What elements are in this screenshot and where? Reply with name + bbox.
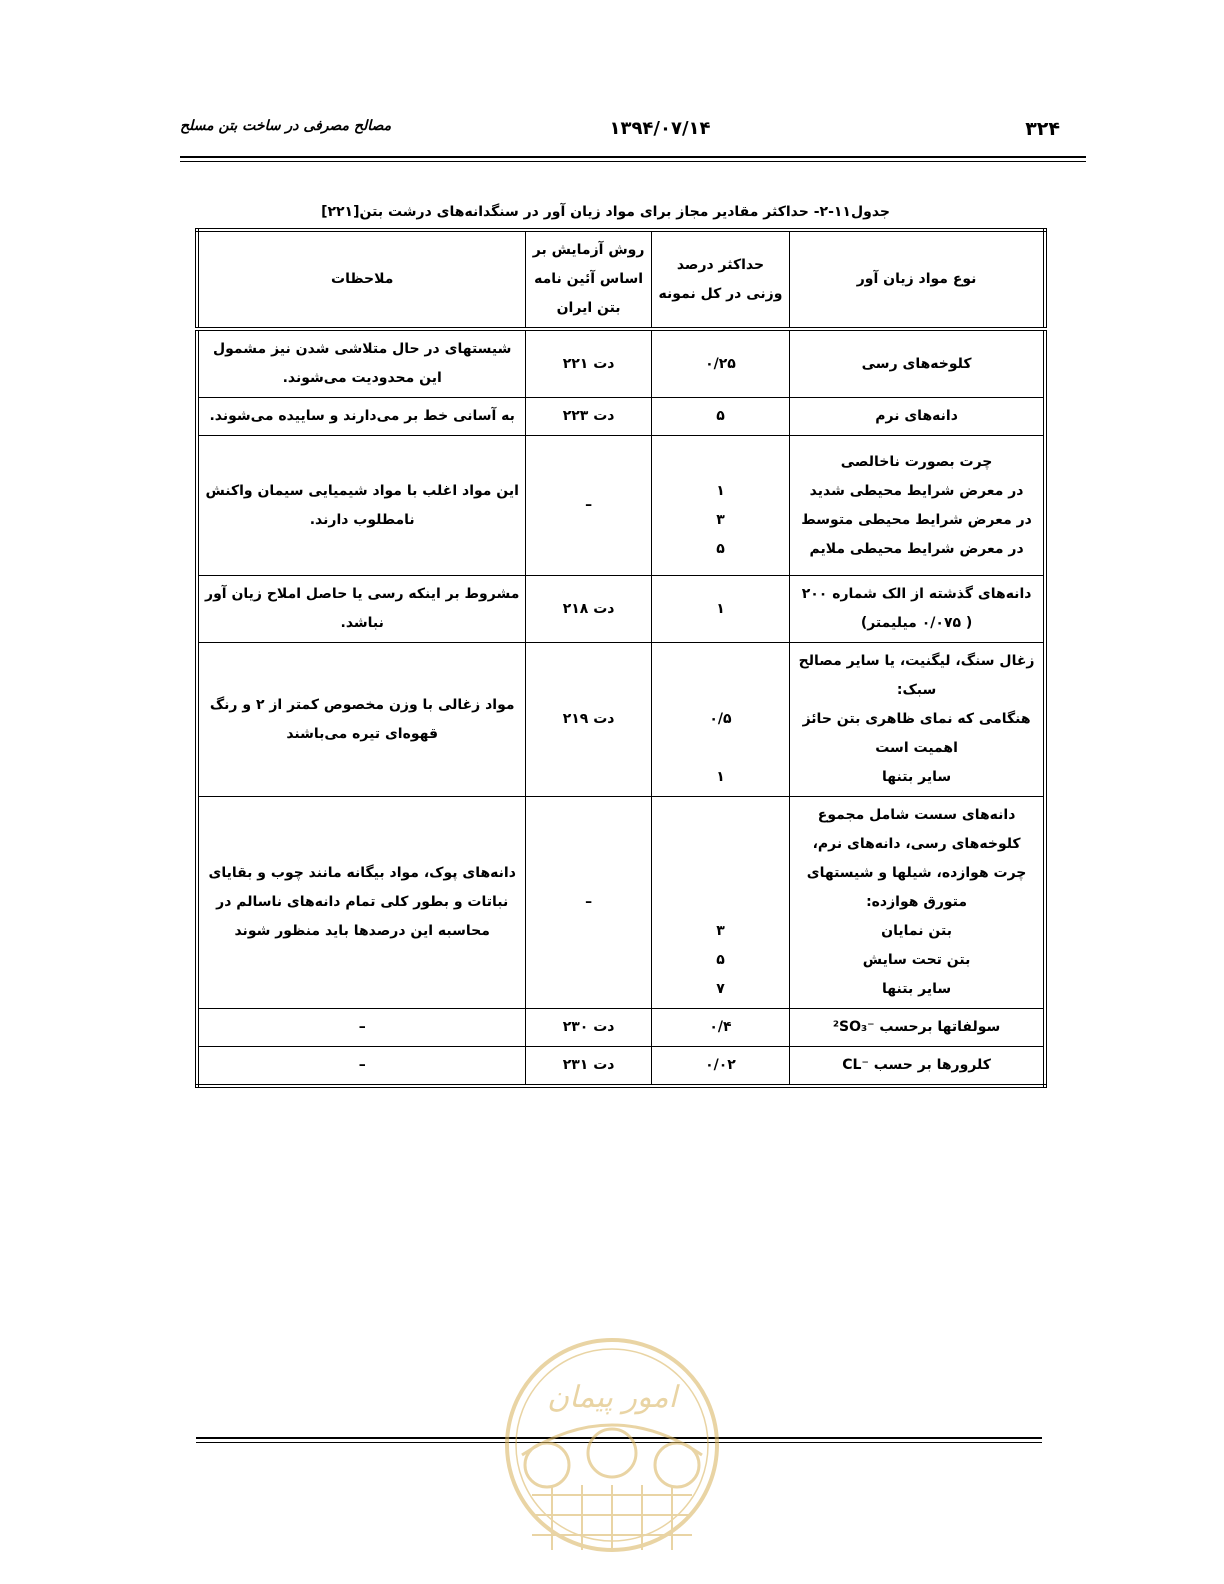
cell-max-percent-text <box>658 888 783 917</box>
cell-material-text: دانه‌های سست شامل مجموع <box>817 807 1016 823</box>
cell-material-text: دانه‌های نرم <box>875 408 958 424</box>
cell-max-percent-text: ۱ <box>716 600 725 617</box>
cell-max-percent-text <box>658 448 783 477</box>
cell-max-percent-text <box>658 647 783 676</box>
cell-test-method-text: دت ۲۲۱ <box>562 355 615 372</box>
table-row <box>197 398 1045 436</box>
cell-material-text: زغال سنگ، لیگنیت، یا سایر مصالح <box>798 653 1035 669</box>
cell-notes-text: نباتات و بطور کلی تمام دانه‌های ناسالم در <box>216 894 509 910</box>
cell-max-percent-text <box>658 801 783 830</box>
cell-material-text: در معرض شرایط محیطی ملایم <box>809 540 1024 557</box>
cell-test-method <box>526 1009 651 1047</box>
cell-material <box>790 398 1045 436</box>
watermark-text: امور پیمان <box>547 1380 677 1415</box>
cell-test-method-text: دت ۲۲۳ <box>562 408 615 424</box>
cell-max-percent-text: ۰/۴ <box>709 1019 732 1035</box>
cell-test-method <box>526 329 651 398</box>
cell-max-percent-text: ۵ <box>716 952 725 968</box>
table-caption: جدول۱۱-۲- حداکثر مقادیر مجاز برای مواد زیان آور در سنگدانه‌های درشت بتن[۲۲۱] <box>321 204 890 220</box>
cell-material <box>790 1009 1045 1047</box>
cell-material <box>790 576 1045 643</box>
table-row <box>197 1009 1045 1047</box>
cell-test-method <box>526 576 651 643</box>
table-row <box>197 576 1045 643</box>
cell-test-method-text: – <box>585 894 593 910</box>
cell-material-text: سایر بتنها <box>882 769 952 785</box>
cell-material-text: دانه‌های گذشته از الک شماره ۲۰۰ <box>801 586 1032 602</box>
page-number: ۳۲۴ <box>1025 118 1060 140</box>
cell-notes-text: – <box>358 1019 366 1035</box>
cell-max-percent-text: ۷ <box>716 981 725 997</box>
cell-max-percent-text: ۳ <box>716 511 725 528</box>
col-header-test <box>526 230 651 329</box>
cell-max-percent-text <box>658 859 783 888</box>
table-row <box>197 643 1045 797</box>
cell-notes <box>197 797 526 1009</box>
cell-notes <box>197 576 526 643</box>
cell-test-method <box>526 797 651 1009</box>
cell-material-text: متورق هوازده: <box>866 894 968 910</box>
cell-material-text: اهمیت است <box>875 740 958 756</box>
table-container <box>195 228 1047 1088</box>
table-row <box>197 329 1045 398</box>
cell-max-percent <box>651 576 789 643</box>
cell-material <box>790 643 1045 797</box>
cell-max-percent <box>651 797 789 1009</box>
cell-notes <box>197 1009 526 1047</box>
cell-test-method-text: دت ۲۱۸ <box>562 600 615 617</box>
cell-material-text: کلوخه‌های رسی <box>861 355 972 372</box>
cell-max-percent <box>651 643 789 797</box>
table-row <box>197 797 1045 1009</box>
col-header-text: نوع مواد زیان آور <box>856 271 977 287</box>
cell-notes-text: شیستهای در حال متلاشی شدن نیز مشمول <box>212 341 512 357</box>
cell-notes-text: این محدودیت می‌شوند. <box>282 370 442 386</box>
cell-max-percent-text: ۰/۵ <box>709 711 732 727</box>
cell-notes <box>197 329 526 398</box>
cell-notes <box>197 643 526 797</box>
cell-material-text: کلوخه‌های رسی، دانه‌های نرم، <box>812 836 1021 852</box>
cell-max-percent <box>651 398 789 436</box>
cell-max-percent-text: ۱ <box>716 769 725 785</box>
cell-test-method-text: دت ۲۳۱ <box>562 1057 615 1073</box>
cell-material-text: کلرورها بر حسب ⁻CL <box>842 1057 991 1073</box>
watermark-logo-icon <box>492 1335 732 1584</box>
cell-max-percent-text <box>658 676 783 705</box>
col-header-max <box>651 230 789 329</box>
cell-test-method <box>526 436 651 576</box>
cell-max-percent-text: ۱ <box>716 482 725 499</box>
cell-max-percent <box>651 436 789 576</box>
col-header-text: ملاحظات <box>331 271 394 287</box>
cell-notes <box>197 436 526 576</box>
cell-test-method <box>526 398 651 436</box>
table-row <box>197 1047 1045 1087</box>
cell-max-percent-text <box>658 734 783 763</box>
table-row <box>197 436 1045 576</box>
table-body <box>197 329 1045 1086</box>
cell-notes-text: به آسانی خط بر می‌دارند و ساییده می‌شوند. <box>209 408 515 424</box>
cell-max-percent <box>651 329 789 398</box>
cell-test-method <box>526 1047 651 1087</box>
cell-max-percent-text: ۰/۰۲ <box>705 1057 736 1073</box>
header-rule <box>180 156 1086 158</box>
header-rule-thin <box>180 161 1086 162</box>
cell-test-method-text: – <box>585 497 593 513</box>
cell-notes-text: نباشد. <box>340 615 384 631</box>
cell-max-percent <box>651 1047 789 1087</box>
cell-notes-text: مواد زغالی با وزن مخصوص کمتر از ۲ و رنگ <box>209 696 515 713</box>
cell-material-text: در معرض شرایط محیطی شدید <box>809 482 1024 499</box>
cell-max-percent-text: ۵ <box>716 408 725 424</box>
col-header-material <box>790 230 1045 329</box>
col-header-text: بتن ایران <box>556 300 621 316</box>
col-header-text: روش آزمایش بر <box>532 242 645 258</box>
cell-material-text: در معرض شرایط محیطی متوسط <box>801 511 1032 528</box>
col-header-text: اساس آئین نامه <box>534 271 644 287</box>
cell-material-text: بتن نمایان <box>881 923 952 939</box>
cell-material-text: هنگامی که نمای ظاهری بتن حائز <box>802 711 1031 727</box>
table-header-row <box>197 230 1045 329</box>
cell-max-percent-text: ۳ <box>716 923 725 939</box>
cell-material-text: چرت بصورت ناخالصی <box>840 453 993 470</box>
cell-material-text: سایر بتنها <box>882 981 952 997</box>
cell-material-text: سبک: <box>896 682 937 698</box>
col-header-notes <box>197 230 526 329</box>
cell-notes-text: نامطلوب دارند. <box>309 511 415 528</box>
cell-max-percent-text: ۰/۲۵ <box>705 355 736 372</box>
cell-material <box>790 436 1045 576</box>
cell-test-method-text: دت ۲۱۹ <box>562 711 615 727</box>
cell-max-percent-text <box>658 830 783 859</box>
cell-material-text: بتن تحت سایش <box>862 952 971 968</box>
cell-notes-text: مشروط بر اینکه رسی یا حاصل املاح زیان آور <box>205 586 520 602</box>
col-header-text: حداکثر درصد <box>676 256 765 273</box>
cell-notes <box>197 398 526 436</box>
cell-material <box>790 1047 1045 1087</box>
cell-notes-text: دانه‌های پوک، مواد بیگانه مانند چوب و بقایای <box>208 865 516 881</box>
cell-material <box>790 329 1045 398</box>
cell-test-method <box>526 643 651 797</box>
cell-material <box>790 797 1045 1009</box>
harmful-materials-table <box>195 228 1047 1088</box>
cell-notes-text: – <box>358 1057 366 1073</box>
header-date: ۱۳۹۴/۰۷/۱۴ <box>609 118 711 139</box>
cell-material-text: ( ۰/۰۷۵ میلیمتر) <box>860 615 973 631</box>
cell-test-method-text: دت ۲۳۰ <box>562 1019 615 1035</box>
cell-notes-text: محاسبه این درصدها باید منظور شوند <box>234 923 490 939</box>
col-header-text: وزنی در کل نمونه <box>658 285 783 302</box>
cell-notes-text: این مواد اغلب با مواد شیمیایی سیمان واکنش <box>205 482 519 499</box>
cell-material-text: چرت هوازده، شیلها و شیستهای <box>806 865 1027 881</box>
cell-material-text: سولفاتها برحسب ⁻²SO₃ <box>832 1019 1001 1035</box>
cell-max-percent-text: ۵ <box>716 540 725 557</box>
cell-notes-text: قهوه‌ای تیره می‌باشند <box>286 725 439 742</box>
running-title: مصالح مصرفی در ساخت بتن مسلح <box>180 118 392 134</box>
cell-notes <box>197 1047 526 1087</box>
cell-max-percent <box>651 1009 789 1047</box>
